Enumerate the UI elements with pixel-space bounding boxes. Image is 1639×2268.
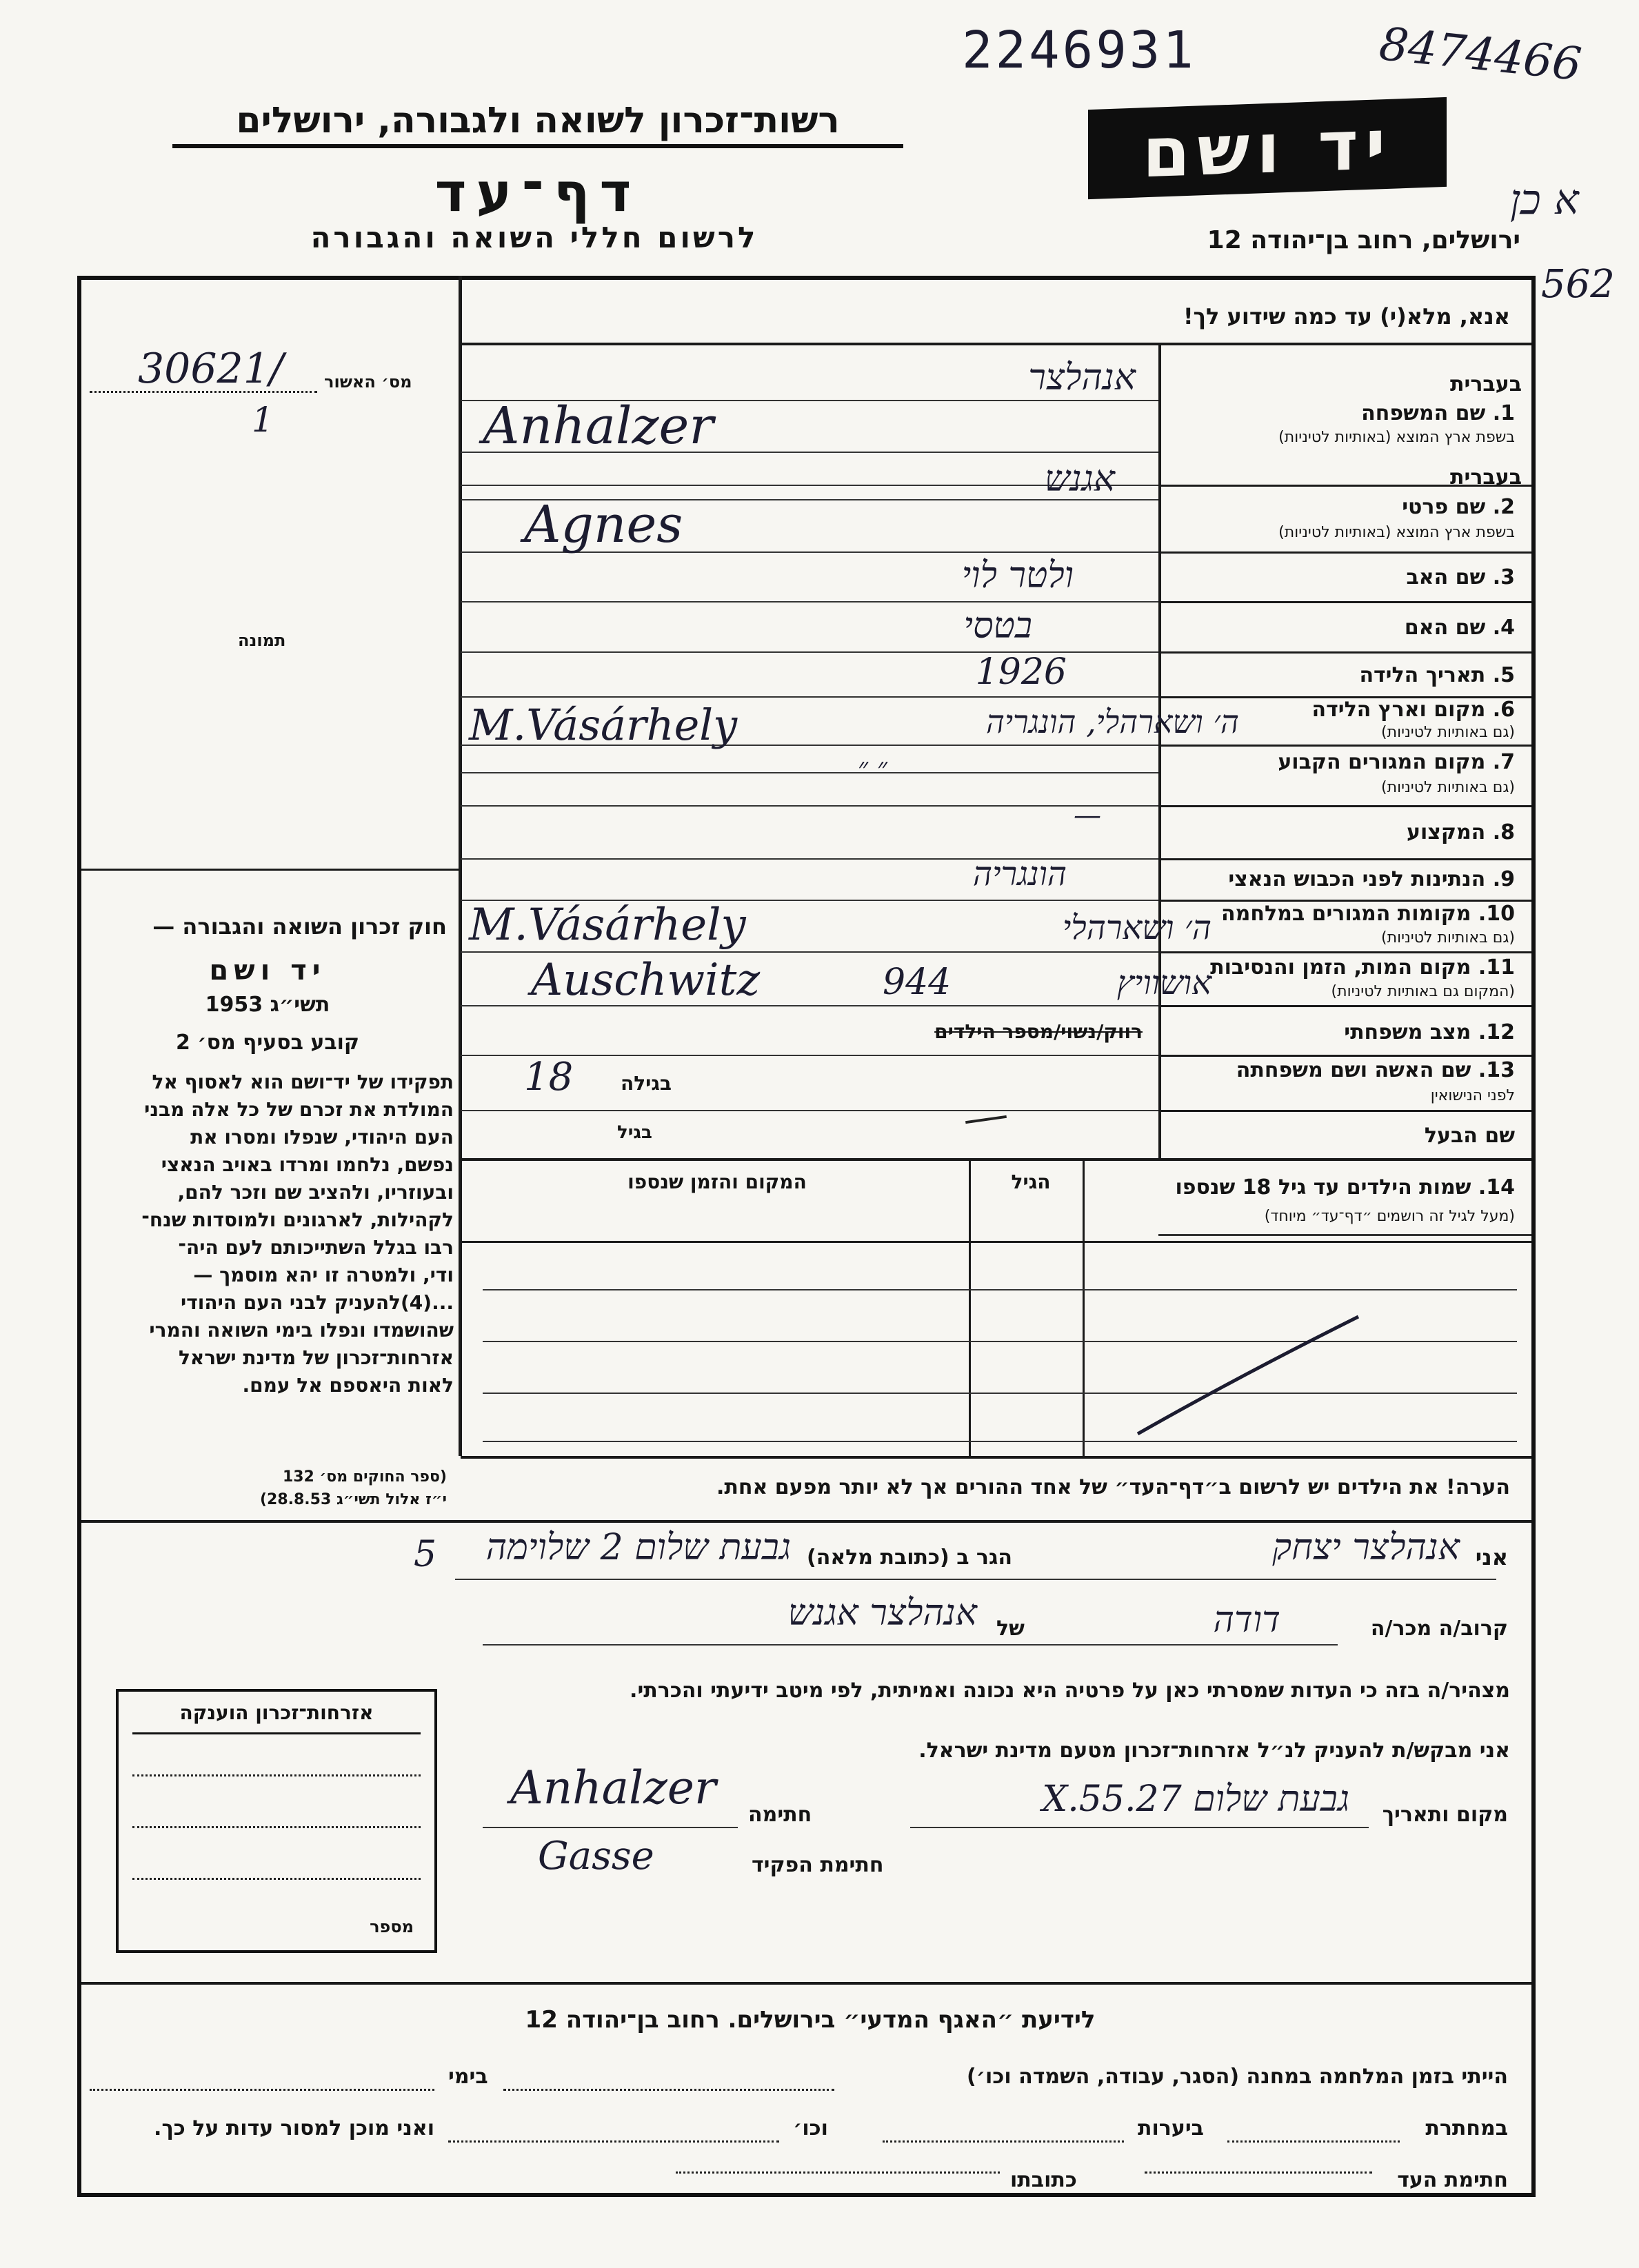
citizenship-box-title: אזרחות־זכרון הוענקה — [132, 1692, 421, 1734]
citizenship-box-number-label: מספר — [370, 1917, 414, 1936]
official-signature-label: חתימת הפקיד — [752, 1853, 884, 1877]
field-surname-sub: בשפת ארץ המוצא (באותיות לטיניות) — [1278, 429, 1515, 446]
field-husband-label: שם הבעל — [1424, 1124, 1515, 1148]
address: ירושלים, רחוב בן־יהודה 12 — [1207, 226, 1520, 254]
hebrew-tag-2: בעברית — [1450, 465, 1522, 489]
field-mother-label: 4. שם האם — [1404, 616, 1515, 640]
value-surname-hebrew[interactable]: אנהלצר — [1028, 357, 1136, 398]
field-profession-label: 8. המקצוע — [1407, 820, 1515, 844]
value-birthdate[interactable]: 1926 — [975, 651, 1067, 693]
age2-label: בגיל — [617, 1122, 652, 1143]
value-death-year[interactable]: 944 — [883, 962, 952, 1003]
field-wartime-residence-sub: (גם באותיות לטיניות) — [1381, 929, 1515, 946]
value-wartime-hebrew[interactable]: ה׳ ושארהלי — [1062, 909, 1211, 947]
declarant-name[interactable]: אנהלצר יצחק — [1272, 1527, 1460, 1568]
value-profession[interactable]: — — [1074, 800, 1101, 831]
yad-vashem-logo: יד ושם — [1088, 97, 1447, 199]
field-father-label: 3. שם האב — [1406, 565, 1515, 589]
field-birthdate-label: 5. תאריך הלידה — [1359, 663, 1515, 687]
bottom-testimony: ואני מוכן למסור עדות על כך. — [154, 2116, 434, 2140]
law-text: תפקידו של יד־ושם הוא לאסוף אל המולדת את זכרם של כל אלה מבני העם היהודי, שנפלו ומסרו את נפשם, נלחמו ומרדו באויב הנאצי ובעוזריו, ולהציב שם וזכר להם, לקהילות, לארגונים ולמוסדות שנח־ רבו בגלל השתייכותם לעם היה־ ודי, ולמטרה זו יהא מוסמך — ...(4)להעניק לבני העם היהודי שהושמדו ונפלו בימי השואה והמרי אזרחות־זכרון של מדינת ישראל לאות היאספם אל עמם. — [141, 1071, 454, 1397]
field-residence-sub: (גם באותיות לטיניות) — [1381, 779, 1515, 796]
value-surname-latin[interactable]: Anhalzer — [483, 396, 714, 456]
value-age[interactable]: 18 — [524, 1055, 574, 1100]
declarant-address[interactable]: גבעת שלום 2 שלוימה — [485, 1527, 791, 1568]
relation-value[interactable]: דודה — [1213, 1599, 1280, 1641]
of-label: של — [996, 1617, 1025, 1641]
declaration-text: מצהיר/ה בזה כי העדות שמסרתי כאן על פרטיה היא נכונה ואמיתית, לפי מיטב ידיעתי והכרתי. — [630, 1679, 1510, 1703]
field-spouse-sub: לפני הנישואין — [1430, 1087, 1515, 1104]
request-text: אני מבקש/ת להעניק לנ״ל אזרחות־זכרון מטעם מדינת ישראל. — [918, 1739, 1510, 1763]
relation-label: קרוב/ה מכר/ה — [1370, 1617, 1508, 1641]
corner-number: 562 — [1541, 262, 1615, 307]
declarant-me-label: אני — [1475, 1544, 1508, 1570]
value-firstname-latin[interactable]: Agnes — [524, 495, 683, 554]
children-sub: (מעל לגיל זה רושמים ״דף־עד״ מיוחד) — [1264, 1208, 1515, 1225]
value-father[interactable]: ולטר לוי — [961, 555, 1074, 596]
field-death-sub: (המקום גם באותיות לטיניות) — [1331, 983, 1515, 1000]
value-birthplace-latin[interactable]: M.Vásárhely — [469, 700, 738, 750]
children-place-header: המקום והזמן שנספו — [627, 1171, 807, 1193]
strike-line — [1131, 1303, 1365, 1441]
law-source-date: י״ז אלול תשי״ג 28.8.53) — [259, 1491, 447, 1508]
bottom-etc: וכו׳ — [793, 2116, 828, 2140]
field-spouse-label: 13. שם האשה ושם משפחתה — [1236, 1058, 1515, 1082]
field-birthplace-label: 6. מקום וארץ הלידה — [1311, 698, 1515, 722]
intro-text: אנא, מלא(י) עד כמה שידוע לך! — [1183, 303, 1510, 330]
age-label: בגילה — [621, 1072, 672, 1095]
field-firstname-label: 2. שם פרטי — [1402, 495, 1515, 519]
field-nationality-label: 9. הנתינות לפני הכבוש הנאצי — [1228, 867, 1515, 891]
value-wartime-latin[interactable]: M.Vásárhely — [469, 900, 746, 951]
value-birthplace-hebrew[interactable]: ה׳ ושארהלי, הונגריה — [986, 703, 1239, 740]
bottom-line1: הייתי בזמן המלחמה במחנה (הסגר, עבודה, השמדה וכו׳) — [967, 2065, 1508, 2089]
declarant-address-label: הגר ב (כתובת מלאה) — [807, 1546, 1013, 1570]
value-residence[interactable]: ״ ״ — [857, 752, 887, 784]
official-signature-value[interactable]: Gasse — [538, 1834, 654, 1879]
signature-label: חתימה — [748, 1803, 812, 1827]
field-wartime-residence-label: 10. מקומות המגורים במלחמה — [1221, 902, 1515, 926]
children-age-header: הגיל — [1011, 1171, 1051, 1193]
children-label: 14. שמות הילדים עד גיל 18 שנספו — [1175, 1175, 1515, 1199]
field-birthplace-sub: (גם באותיות לטיניות) — [1381, 724, 1515, 741]
value-firstname-hebrew[interactable]: אגנש — [1044, 458, 1115, 500]
bottom-title: לידיעת ״האגף המדעי״ בירושלים. רחוב בן־יהודה 12 — [525, 2006, 1096, 2034]
place-date-label: מקום ותאריך — [1382, 1803, 1508, 1827]
law-heading: חוק זכרון השואה והגבורה — — [152, 913, 447, 940]
corner-mark: א כן — [1510, 176, 1579, 224]
bottom-forests: ביערות — [1138, 2116, 1204, 2140]
bottom-line1-period: בימי — [448, 2065, 488, 2089]
note-text: הערה! את הילדים יש לרשום ב״דף־העד״ של אחד ההורים אך לא יותר מפעם אחת. — [716, 1475, 1510, 1499]
authority-name: רשות־זכרון לשואה ולגבורה, ירושלים — [172, 100, 903, 148]
form-subtitle: לרשום חללי השואה והגבורה — [310, 221, 758, 254]
bottom-underground: במחתרת — [1425, 2116, 1508, 2140]
law-year: תשי״ג 1953 — [205, 993, 330, 1017]
value-mother[interactable]: בטסי — [963, 605, 1032, 647]
field-residence-label: 7. מקום המגורים הקבוע — [1278, 750, 1515, 774]
handwritten-reference: 8474466 — [1376, 17, 1585, 92]
place-date-value[interactable]: גבעת שלום 27.X.55 — [1042, 1779, 1349, 1820]
value-death-hebrew[interactable]: אושוויץ — [1116, 964, 1211, 1002]
serial-number: 2246931 — [962, 21, 1196, 80]
signature-value[interactable]: Anhalzer — [510, 1761, 716, 1814]
value-nationality[interactable]: הונגריה — [972, 855, 1067, 893]
photo-label: תמונה — [238, 631, 286, 650]
registration-number: 30621/ — [138, 345, 284, 393]
bottom-witness-signature: חתימת העד — [1397, 2168, 1508, 2192]
declarant-address-number[interactable]: 5 — [414, 1534, 437, 1575]
field-surname-label: 1. שם המשפחה — [1361, 401, 1515, 425]
bottom-address: כתובתו — [1010, 2168, 1077, 2192]
field-firstname-sub: בשפת ארץ המוצא (באותיות לטיניות) — [1278, 524, 1515, 541]
registration-sub: 1 — [252, 400, 274, 440]
of-name[interactable]: אנהלצר אגנש — [787, 1592, 977, 1634]
form-title: דף־עד — [434, 162, 641, 224]
marital-options: רווק/נשוי/מספר הילדים — [934, 1020, 1143, 1043]
hebrew-tag-1: בעברית — [1450, 372, 1522, 396]
law-name: יד ושם — [209, 955, 326, 986]
field-death-label: 11. מקום המות, הזמן והנסיבות — [1210, 955, 1515, 980]
citizenship-box — [116, 1689, 437, 1953]
law-clause: קובע בסעיף מס׳ 2 — [175, 1031, 360, 1055]
registration-label: מס׳ האשור — [324, 372, 412, 392]
field-marital-label: 12. מצב משפחתי — [1344, 1020, 1515, 1044]
value-death-latin[interactable]: Auschwitz — [531, 955, 761, 1006]
law-source: (ספר החוקים מס׳ 132 — [282, 1468, 447, 1486]
